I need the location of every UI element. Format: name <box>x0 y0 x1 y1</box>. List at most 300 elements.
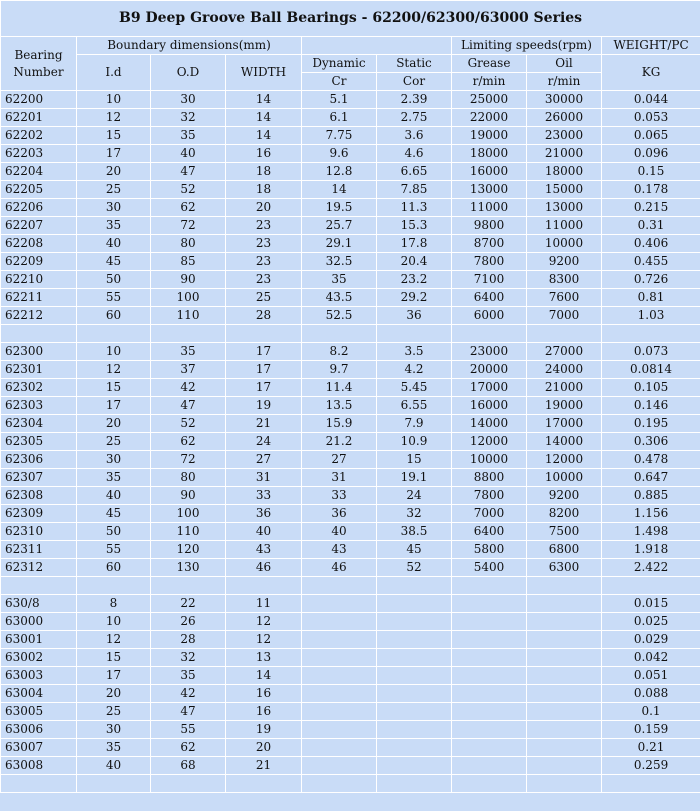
table-cell: 68 <box>151 757 226 775</box>
table-cell: 25 <box>77 703 151 721</box>
table-cell: 90 <box>151 271 226 289</box>
table-cell <box>452 613 527 631</box>
table-cell: 55 <box>77 289 151 307</box>
table-cell: 19 <box>226 721 302 739</box>
table-cell: 7100 <box>452 271 527 289</box>
table-cell: 32 <box>377 505 452 523</box>
empty-cell <box>452 325 527 343</box>
table-cell: 15 <box>377 451 452 469</box>
table-cell: 17 <box>226 343 302 361</box>
group-separator-row <box>1 577 700 595</box>
table-cell: 28 <box>151 631 226 649</box>
width-header: WIDTH <box>226 55 302 91</box>
table-cell: 26000 <box>527 109 602 127</box>
table-cell: 1.156 <box>602 505 700 523</box>
table-cell: 3.6 <box>377 127 452 145</box>
table-cell <box>452 757 527 775</box>
table-cell: 20 <box>77 415 151 433</box>
table-cell <box>302 631 377 649</box>
cr-header: Cr <box>302 73 377 91</box>
table-cell <box>302 595 377 613</box>
table-cell: 18 <box>226 181 302 199</box>
table-cell: 0.726 <box>602 271 700 289</box>
empty-cell <box>452 577 527 595</box>
table-cell <box>302 703 377 721</box>
table-row <box>1 487 700 505</box>
table-cell: 72 <box>151 451 226 469</box>
table-cell <box>527 739 602 757</box>
table-cell: 18000 <box>527 163 602 181</box>
table-cell: 32.5 <box>302 253 377 271</box>
table-cell: 24 <box>226 433 302 451</box>
table-cell: 7800 <box>452 487 527 505</box>
table-cell <box>302 649 377 667</box>
table-cell: 6.1 <box>302 109 377 127</box>
table-cell: 10 <box>77 343 151 361</box>
table-cell: 11 <box>226 595 302 613</box>
table-cell: 14000 <box>452 415 527 433</box>
table-cell: 21000 <box>527 379 602 397</box>
table-cell: 12 <box>77 361 151 379</box>
table-cell: 15 <box>77 127 151 145</box>
table-row <box>1 235 700 253</box>
table-cell: 43.5 <box>302 289 377 307</box>
table-cell: 12 <box>77 109 151 127</box>
id-header: I.d <box>77 55 151 91</box>
bearing-number-cell: 62211 <box>1 289 77 307</box>
table-cell: 21.2 <box>302 433 377 451</box>
empty-cell <box>602 775 700 793</box>
table-cell: 0.105 <box>602 379 700 397</box>
table-cell: 60 <box>77 307 151 325</box>
table-cell: 10000 <box>527 235 602 253</box>
table-cell: 42 <box>151 379 226 397</box>
table-cell: 4.6 <box>377 145 452 163</box>
empty-cell <box>1 325 77 343</box>
table-cell: 18000 <box>452 145 527 163</box>
empty-cell <box>302 325 377 343</box>
table-cell: 40 <box>151 145 226 163</box>
table-cell: 0.1 <box>602 703 700 721</box>
table-cell: 35 <box>77 739 151 757</box>
table-cell: 25 <box>77 181 151 199</box>
empty-cell <box>377 325 452 343</box>
table-cell: 14 <box>226 91 302 109</box>
table-cell: 23 <box>226 253 302 271</box>
table-cell <box>302 685 377 703</box>
static-header: Static <box>377 55 452 73</box>
table-cell: 17.8 <box>377 235 452 253</box>
table-cell: 0.096 <box>602 145 700 163</box>
table-cell: 46 <box>226 559 302 577</box>
table-cell <box>302 667 377 685</box>
table-cell: 40 <box>77 757 151 775</box>
group-separator-row <box>1 775 700 793</box>
table-cell <box>377 757 452 775</box>
table-cell: 17000 <box>527 415 602 433</box>
empty-cell <box>1 577 77 595</box>
table-cell: 13.5 <box>302 397 377 415</box>
empty-cell <box>151 775 226 793</box>
table-cell: 0.029 <box>602 631 700 649</box>
oil-header: Oil <box>527 55 602 73</box>
table-cell: 30 <box>77 199 151 217</box>
table-cell: 27 <box>302 451 377 469</box>
table-cell: 26 <box>151 613 226 631</box>
table-cell: 21 <box>226 757 302 775</box>
table-cell: 4.2 <box>377 361 452 379</box>
table-cell: 0.406 <box>602 235 700 253</box>
table-cell: 45 <box>377 541 452 559</box>
table-cell: 32 <box>151 109 226 127</box>
table-cell: 0.073 <box>602 343 700 361</box>
table-row <box>1 739 700 757</box>
table-cell: 30 <box>77 451 151 469</box>
table-cell: 8.2 <box>302 343 377 361</box>
table-cell: 0.306 <box>602 433 700 451</box>
table-row <box>1 649 700 667</box>
table-cell: 72 <box>151 217 226 235</box>
empty-cell <box>377 775 452 793</box>
table-cell: 15000 <box>527 181 602 199</box>
table-cell: 50 <box>77 523 151 541</box>
table-row <box>1 181 700 199</box>
table-cell: 43 <box>302 541 377 559</box>
empty-cell <box>226 775 302 793</box>
table-cell: 14 <box>226 667 302 685</box>
table-cell: 13 <box>226 649 302 667</box>
table-cell <box>377 595 452 613</box>
empty-cell <box>377 577 452 595</box>
bearing-number-cell: 62203 <box>1 145 77 163</box>
table-cell: 30 <box>77 721 151 739</box>
table-row <box>1 559 700 577</box>
table-cell: 45 <box>77 253 151 271</box>
table-cell: 10 <box>77 613 151 631</box>
empty-cell <box>527 577 602 595</box>
table-cell: 24000 <box>527 361 602 379</box>
table-row <box>1 667 700 685</box>
table-cell: 110 <box>151 307 226 325</box>
table-cell: 6.65 <box>377 163 452 181</box>
table-row <box>1 199 700 217</box>
bearing-number-header: Bearing Number <box>1 37 77 91</box>
table-cell: 20 <box>77 163 151 181</box>
table-cell <box>527 667 602 685</box>
table-cell: 16 <box>226 703 302 721</box>
table-cell: 38.5 <box>377 523 452 541</box>
table-cell: 6300 <box>527 559 602 577</box>
empty-cell <box>602 325 700 343</box>
table-cell <box>527 757 602 775</box>
table-cell: 18 <box>226 163 302 181</box>
table-cell: 47 <box>151 163 226 181</box>
empty-cell <box>77 325 151 343</box>
bearing-number-cell: 62301 <box>1 361 77 379</box>
table-cell: 14 <box>302 181 377 199</box>
table-cell: 5.45 <box>377 379 452 397</box>
table-row <box>1 451 700 469</box>
table-cell <box>527 703 602 721</box>
table-cell: 14 <box>226 109 302 127</box>
bearing-number-cell: 63004 <box>1 685 77 703</box>
table-cell: 42 <box>151 685 226 703</box>
table-cell: 21 <box>226 415 302 433</box>
table-cell: 8800 <box>452 469 527 487</box>
bearing-number-cell: 62303 <box>1 397 77 415</box>
table-cell: 6.55 <box>377 397 452 415</box>
table-cell: 33 <box>302 487 377 505</box>
table-cell: 11000 <box>452 199 527 217</box>
bearing-number-cell: 63008 <box>1 757 77 775</box>
table-cell: 50 <box>77 271 151 289</box>
table-cell: 21000 <box>527 145 602 163</box>
table-cell: 25 <box>77 433 151 451</box>
table-cell: 0.21 <box>602 739 700 757</box>
table-cell: 40 <box>77 487 151 505</box>
table-cell <box>302 721 377 739</box>
table-cell: 35 <box>77 217 151 235</box>
table-cell: 19.1 <box>377 469 452 487</box>
table-cell <box>452 685 527 703</box>
table-cell: 0.015 <box>602 595 700 613</box>
table-cell: 32 <box>151 649 226 667</box>
table-cell: 20 <box>226 199 302 217</box>
table-cell: 35 <box>77 469 151 487</box>
table-cell: 12000 <box>452 433 527 451</box>
table-cell: 25.7 <box>302 217 377 235</box>
table-cell: 0.215 <box>602 199 700 217</box>
table-row <box>1 163 700 181</box>
table-row <box>1 109 700 127</box>
bearing-number-cell: 62204 <box>1 163 77 181</box>
table-cell: 0.81 <box>602 289 700 307</box>
empty-cell <box>77 775 151 793</box>
empty-cell <box>77 577 151 595</box>
table-cell: 10 <box>77 91 151 109</box>
table-cell: 0.044 <box>602 91 700 109</box>
limiting-speeds-header: Limiting speeds(rpm) <box>452 37 602 55</box>
table-cell: 1.498 <box>602 523 700 541</box>
table-cell: 9800 <box>452 217 527 235</box>
table-cell: 0.15 <box>602 163 700 181</box>
table-row <box>1 379 700 397</box>
table-row <box>1 505 700 523</box>
table-row <box>1 397 700 415</box>
table-cell: 15.3 <box>377 217 452 235</box>
table-cell: 0.0814 <box>602 361 700 379</box>
bearing-number-cell: 62209 <box>1 253 77 271</box>
table-cell: 2.39 <box>377 91 452 109</box>
table-row <box>1 289 700 307</box>
table-cell: 20 <box>77 685 151 703</box>
table-cell: 0.051 <box>602 667 700 685</box>
table-cell: 100 <box>151 505 226 523</box>
table-cell: 0.053 <box>602 109 700 127</box>
table-cell: 8700 <box>452 235 527 253</box>
table-cell <box>377 613 452 631</box>
table-cell: 17 <box>77 667 151 685</box>
table-cell: 28 <box>226 307 302 325</box>
table-row <box>1 415 700 433</box>
table-cell: 20 <box>226 739 302 757</box>
od-header: O.D <box>151 55 226 91</box>
table-cell: 52 <box>151 181 226 199</box>
oil-unit-header: r/min <box>527 73 602 91</box>
table-cell: 7000 <box>527 307 602 325</box>
table-cell: 36 <box>226 505 302 523</box>
table-cell: 100 <box>151 289 226 307</box>
kg-header: KG <box>602 55 700 91</box>
table-cell: 2.75 <box>377 109 452 127</box>
table-cell: 0.088 <box>602 685 700 703</box>
table-cell: 20.4 <box>377 253 452 271</box>
table-cell: 16 <box>226 685 302 703</box>
table-cell: 22000 <box>452 109 527 127</box>
table-cell: 0.065 <box>602 127 700 145</box>
table-cell: 43 <box>226 541 302 559</box>
table-cell: 17000 <box>452 379 527 397</box>
bearing-number-cell: 62300 <box>1 343 77 361</box>
table-row <box>1 217 700 235</box>
table-cell: 15 <box>77 379 151 397</box>
table-cell: 22 <box>151 595 226 613</box>
bearing-number-cell: 63000 <box>1 613 77 631</box>
table-cell <box>527 631 602 649</box>
table-cell: 31 <box>302 469 377 487</box>
table-cell: 13000 <box>527 199 602 217</box>
table-cell: 13000 <box>452 181 527 199</box>
table-cell: 110 <box>151 523 226 541</box>
table-cell: 11.4 <box>302 379 377 397</box>
bearing-number-cell: 62210 <box>1 271 77 289</box>
empty-cell <box>302 775 377 793</box>
table-cell: 40 <box>226 523 302 541</box>
table-cell: 9200 <box>527 253 602 271</box>
table-cell <box>377 721 452 739</box>
bearing-number-cell: 63007 <box>1 739 77 757</box>
table-cell: 0.478 <box>602 451 700 469</box>
table-cell: 12000 <box>527 451 602 469</box>
table-cell: 11000 <box>527 217 602 235</box>
bearing-number-cell: 62312 <box>1 559 77 577</box>
table-cell: 9.6 <box>302 145 377 163</box>
table-cell: 35 <box>151 667 226 685</box>
bearing-number-cell: 62302 <box>1 379 77 397</box>
bearing-number-cell: 62200 <box>1 91 77 109</box>
table-cell: 19000 <box>527 397 602 415</box>
table-cell: 62 <box>151 739 226 757</box>
table-row <box>1 253 700 271</box>
table-cell <box>452 649 527 667</box>
table-row <box>1 541 700 559</box>
bearing-number-cell: 62311 <box>1 541 77 559</box>
dynamic-header: Dynamic <box>302 55 377 73</box>
table-cell: 14 <box>226 127 302 145</box>
table-cell: 29.2 <box>377 289 452 307</box>
table-cell: 80 <box>151 469 226 487</box>
grease-unit-header: r/min <box>452 73 527 91</box>
table-row <box>1 361 700 379</box>
table-cell: 62 <box>151 199 226 217</box>
table-cell <box>302 739 377 757</box>
bearing-number-cell: 62307 <box>1 469 77 487</box>
table-cell <box>452 667 527 685</box>
table-cell: 1.918 <box>602 541 700 559</box>
table-row <box>1 613 700 631</box>
table-cell: 52.5 <box>302 307 377 325</box>
table-title: B9 Deep Groove Ball Bearings - 62200/62300/63000 Series <box>1 1 700 37</box>
table-cell: 12 <box>226 631 302 649</box>
table-cell <box>452 631 527 649</box>
table-cell: 2.422 <box>602 559 700 577</box>
table-cell: 17 <box>226 379 302 397</box>
table-cell: 37 <box>151 361 226 379</box>
bearing-number-cell: 62205 <box>1 181 77 199</box>
empty-cell <box>527 775 602 793</box>
table-cell: 55 <box>77 541 151 559</box>
table-row <box>1 757 700 775</box>
table-cell: 23000 <box>527 127 602 145</box>
bearing-number-cell: 62306 <box>1 451 77 469</box>
table-cell: 35 <box>302 271 377 289</box>
table-cell: 6400 <box>452 523 527 541</box>
empty-cell <box>226 325 302 343</box>
table-cell: 7.9 <box>377 415 452 433</box>
table-row <box>1 469 700 487</box>
table-cell: 33 <box>226 487 302 505</box>
empty-cell <box>602 577 700 595</box>
table-cell: 0.159 <box>602 721 700 739</box>
group-separator-row <box>1 325 700 343</box>
table-cell: 23 <box>226 271 302 289</box>
table-cell: 47 <box>151 397 226 415</box>
table-cell: 80 <box>151 235 226 253</box>
table-cell <box>527 721 602 739</box>
table-cell: 23000 <box>452 343 527 361</box>
table-cell: 6400 <box>452 289 527 307</box>
table-row <box>1 595 700 613</box>
table-cell: 0.647 <box>602 469 700 487</box>
table-cell <box>377 703 452 721</box>
table-cell: 0.31 <box>602 217 700 235</box>
bearing-number-cell: 62208 <box>1 235 77 253</box>
table-cell: 12 <box>226 613 302 631</box>
table-cell: 46 <box>302 559 377 577</box>
empty-cell <box>527 325 602 343</box>
table-cell: 9200 <box>527 487 602 505</box>
bearing-number-cell: 63005 <box>1 703 77 721</box>
bearing-number-cell: 62309 <box>1 505 77 523</box>
table-cell: 130 <box>151 559 226 577</box>
table-cell: 120 <box>151 541 226 559</box>
bearing-number-cell: 62304 <box>1 415 77 433</box>
table-cell: 47 <box>151 703 226 721</box>
table-row <box>1 343 700 361</box>
table-cell: 30000 <box>527 91 602 109</box>
table-cell: 14000 <box>527 433 602 451</box>
table-cell: 29.1 <box>302 235 377 253</box>
table-cell: 52 <box>151 415 226 433</box>
table-row <box>1 91 700 109</box>
table-cell: 7.85 <box>377 181 452 199</box>
bearing-number-cell: 63006 <box>1 721 77 739</box>
table-cell <box>527 595 602 613</box>
table-cell <box>452 721 527 739</box>
table-cell <box>377 739 452 757</box>
bearing-number-cell: 62212 <box>1 307 77 325</box>
empty-cell <box>151 577 226 595</box>
